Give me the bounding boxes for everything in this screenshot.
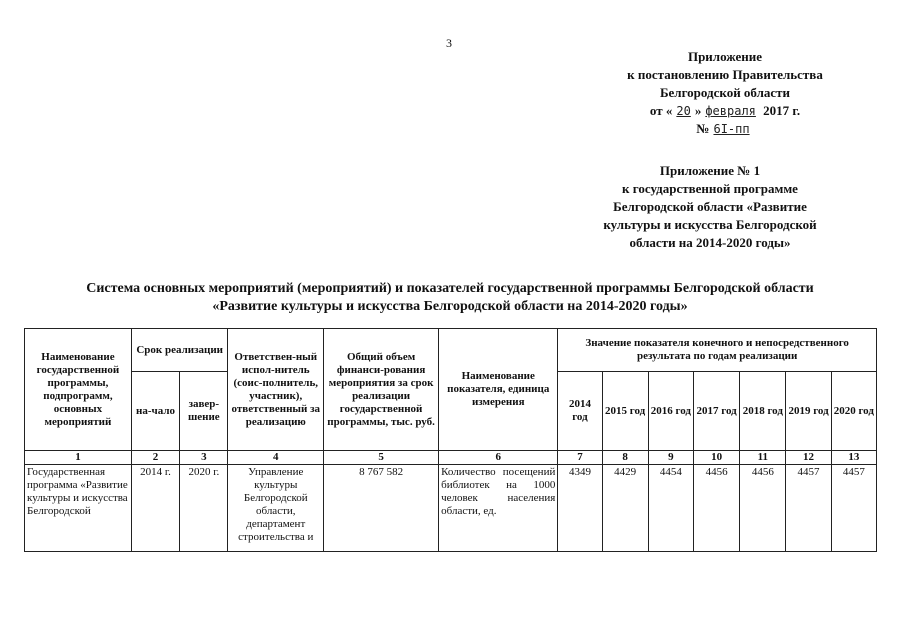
date-prefix: от « [649, 103, 673, 118]
header-indicator: Наименование показателя, единица измерения [439, 329, 558, 451]
measures-table [24, 328, 877, 552]
header-term: Срок реализации [131, 329, 228, 372]
header-year-2015: 2015 год [602, 372, 648, 451]
number-prefix: № [696, 121, 710, 136]
approval-date [560, 102, 890, 120]
header-executor: Ответствен-ный испол-нитель (соис-полнитель, участник), ответственный за реализацию [228, 329, 324, 451]
column-number: 5 [324, 451, 439, 465]
cell-value-2019: 4457 [786, 465, 831, 552]
cell-value-2017: 4456 [693, 465, 739, 552]
cell-value-2016: 4454 [648, 465, 693, 552]
cell-start: 2014 г. [131, 465, 179, 552]
approval-block [560, 48, 890, 138]
header-year-2014: 2014 год [558, 372, 602, 451]
appendix-heading: Приложение № 1 [659, 163, 761, 178]
cell-value-2014: 4349 [558, 465, 602, 552]
cell-executor: Управление культуры Белгородской области, департамент строительства и [228, 465, 324, 552]
header-year-2019: 2019 год [786, 372, 831, 451]
cell-value-2018: 4456 [740, 465, 786, 552]
column-number: 9 [648, 451, 693, 465]
header-program-name: Наименование государственной программы, подпрограмм, основных мероприятий [25, 329, 132, 451]
appendix-line-5: области на 2014-2020 годы» [629, 235, 791, 250]
column-number: 8 [602, 451, 648, 465]
cell-funding: 8 767 582 [324, 465, 439, 552]
header-term-end: завер-шение [180, 372, 228, 451]
approval-number [560, 120, 890, 138]
date-mid: » [694, 103, 702, 118]
column-number: 13 [831, 451, 876, 465]
column-number-row [25, 451, 877, 465]
cell-value-2015: 4429 [602, 465, 648, 552]
column-number: 11 [740, 451, 786, 465]
appendix-line-4: культуры и искусства Белгородской [603, 217, 817, 232]
date-day: 20 [676, 104, 691, 118]
column-number: 1 [25, 451, 132, 465]
date-year: 2017 г. [763, 103, 801, 118]
header-term-start: на-чало [131, 372, 179, 451]
header-row-1 [25, 329, 877, 372]
column-number: 4 [228, 451, 324, 465]
column-number: 6 [439, 451, 558, 465]
column-number: 3 [180, 451, 228, 465]
appendix-line-3: Белгородской области «Развитие [613, 199, 807, 214]
number-value: 6I-пп [713, 122, 750, 136]
approval-decree-ref: к постановлению Правительства [627, 67, 823, 82]
header-year-2017: 2017 год [693, 372, 739, 451]
cell-value-2020: 4457 [831, 465, 876, 552]
column-number: 2 [131, 451, 179, 465]
table-row [25, 465, 877, 552]
approval-region: Белгородской области [659, 85, 791, 100]
page-number: 3 [446, 36, 452, 50]
column-number: 12 [786, 451, 831, 465]
header-results: Значение показателя конечного и непосредственного результата по годам реализации [558, 329, 877, 372]
header-year-2020: 2020 год [831, 372, 876, 451]
title-line-2: «Развитие культуры и искусства Белгородской области на 2014-2020 годы» [212, 299, 688, 314]
approval-heading: Приложение [687, 49, 763, 64]
header-year-2018: 2018 год [740, 372, 786, 451]
column-number: 7 [558, 451, 602, 465]
cell-indicator: Количество посещений библиотек на 1000 человек населения области, ед. [439, 465, 558, 552]
header-funding: Общий объем финанси-рования мероприятия за срок реализации государственной программы, тыс. руб. [324, 329, 439, 451]
appendix-block [545, 162, 875, 252]
date-month: февраля [705, 104, 756, 118]
document-title [30, 280, 870, 316]
title-line-1: Система основных мероприятий (мероприятий) и показателей государственной программы Белгородской области [86, 281, 814, 296]
cell-program: Государственная программа «Развитие культуры и искусства Белгородской [25, 465, 132, 552]
header-year-2016: 2016 год [648, 372, 693, 451]
column-number: 10 [693, 451, 739, 465]
cell-end: 2020 г. [180, 465, 228, 552]
appendix-line-2: к государственной программе [622, 181, 798, 196]
